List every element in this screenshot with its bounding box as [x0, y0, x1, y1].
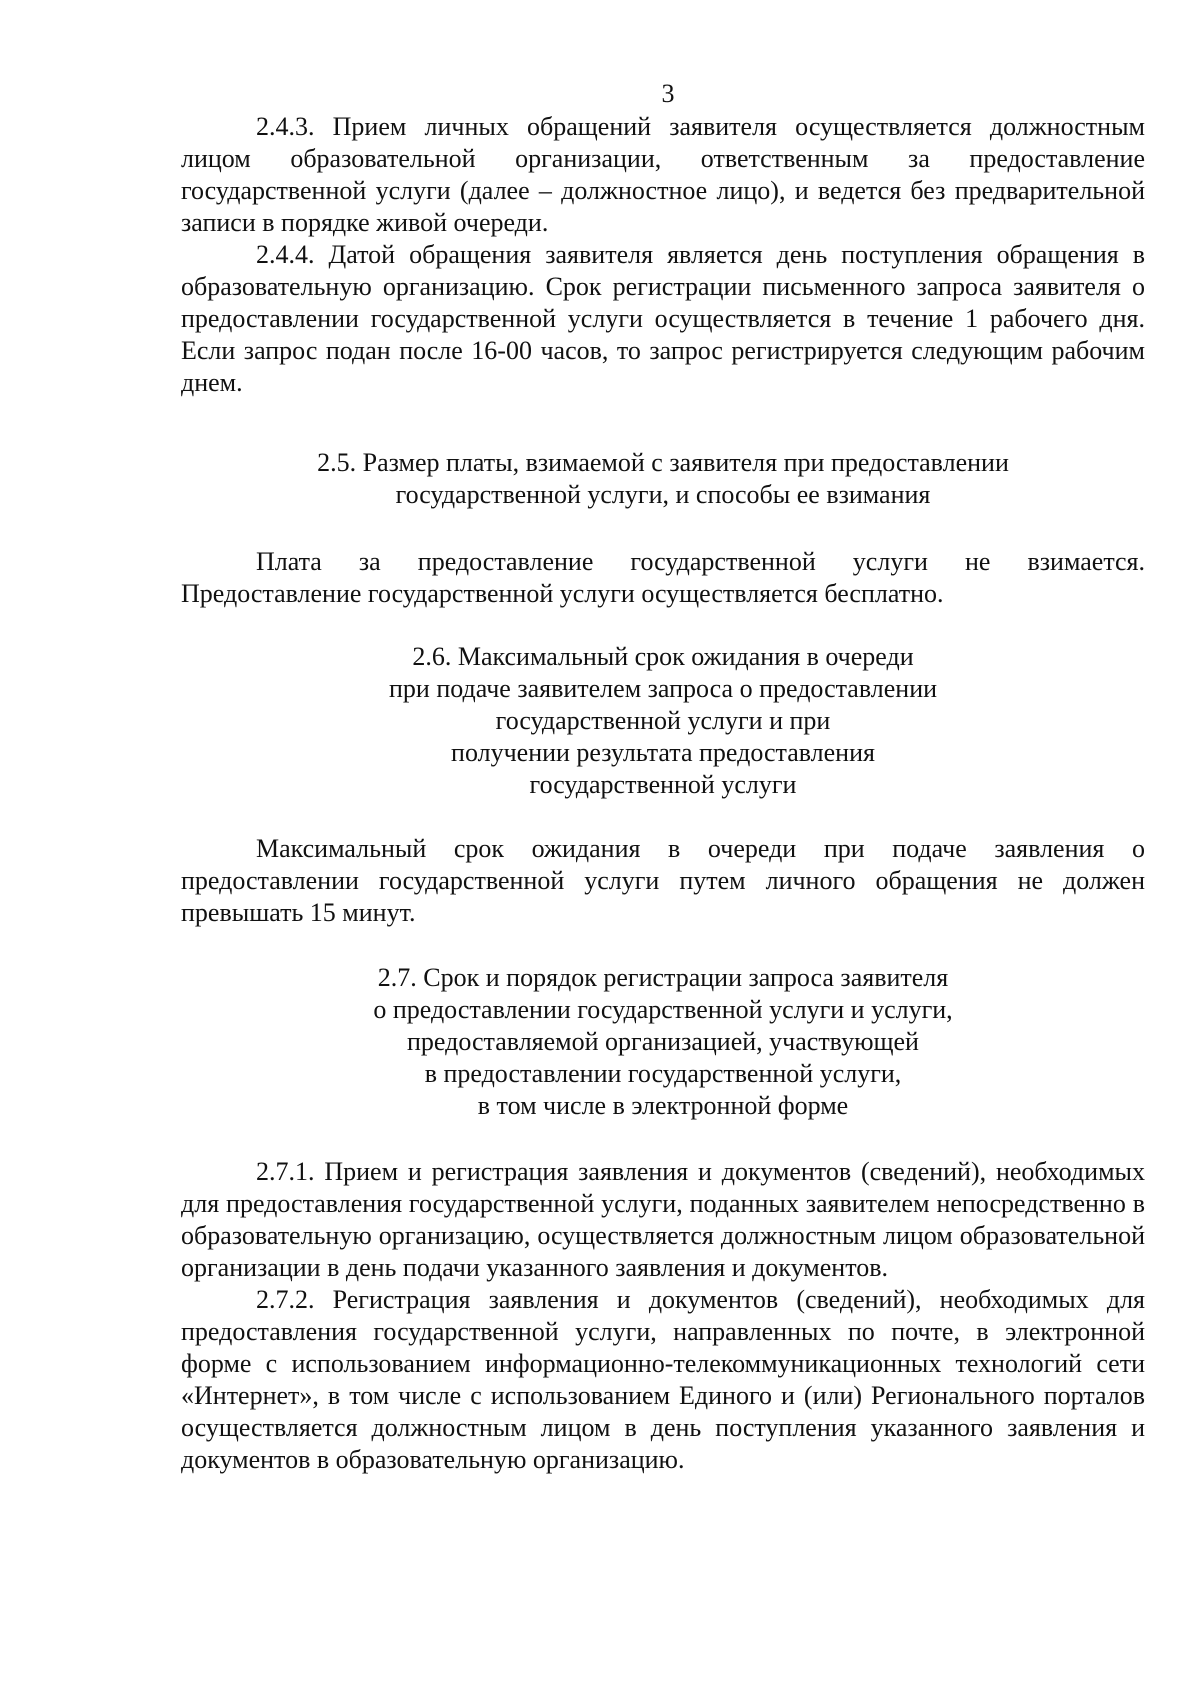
page-number: 3 — [661, 79, 675, 108]
paragraph-2-5: Плата за предоставление государственной услуги не взимается. Предоставление государственной услуги осуществляется бесплатно. — [181, 547, 1145, 608]
heading-line: при подаче заявителем запроса о предоставлении — [388, 674, 938, 703]
heading-line: предоставляемой организацией, участвующей — [407, 1027, 919, 1056]
heading-line: государственной услуги, и способы ее взимания — [395, 480, 931, 509]
paragraph-2-4-4: 2.4.4. Датой обращения заявителя является день поступления обращения в образовательную организацию. Срок регистрации письменного запроса заявителя о предоставлении государственной услуги осуществляется в течение 1 рабочего дня. Если запрос подан после 16-00 часов, то запрос регистрируется следующим рабочим днем. — [181, 240, 1145, 397]
section-2-6-text — [181, 833, 1145, 929]
heading-line: 2.7. Срок и порядок регистрации запроса заявителя — [377, 963, 949, 992]
heading-line: 2.5. Размер платы, взимаемой с заявителя при предоставлении — [317, 448, 1009, 477]
paragraphs-2-4 — [181, 111, 1145, 399]
heading-line: государственной услуги и при — [495, 706, 831, 735]
heading-2-5 — [181, 447, 1145, 511]
heading-line: в предоставлении государственной услуги, — [424, 1059, 902, 1088]
paragraph-2-6: Максимальный срок ожидания в очереди при подаче заявления о предоставлении государственной услуги путем личного обращения не должен превышать 15 минут. — [181, 834, 1145, 927]
paragraph-2-4-3: 2.4.3. Прием личных обращений заявителя осуществляется должностным лицом образовательной организации, ответственным за предоставление государственной услуги (далее – должностное лицо), и ведется без предварительной записи в порядке живой очереди. — [181, 112, 1145, 237]
paragraph-2-7-2: 2.7.2. Регистрация заявления и документов (сведений), необходимых для предоставления государственной услуги, направленных по почте, в электронной форме с использованием информационно-телекоммуникационных технологий сети «Интернет», в том числе с использованием Единого и (или) Регионального порталов осуществляется должностным лицом в день поступления указанного заявления и документов в образовательную организацию. — [181, 1285, 1145, 1474]
section-2-7-text — [181, 1156, 1145, 1476]
heading-2-7 — [181, 962, 1145, 1122]
heading-line: о предоставлении государственной услуги и услуги, — [373, 995, 953, 1024]
heading-line: государственной услуги — [529, 770, 797, 799]
heading-line: в том числе в электронной форме — [477, 1091, 849, 1120]
heading-line: 2.6. Максимальный срок ожидания в очереди — [412, 642, 914, 671]
heading-2-6 — [181, 641, 1145, 801]
heading-line: получении результата предоставления — [451, 738, 875, 767]
section-2-5-text — [181, 546, 1145, 610]
paragraph-2-7-1: 2.7.1. Прием и регистрация заявления и документов (сведений), необходимых для предоставления государственной услуги, поданных заявителем непосредственно в образовательную организацию, осуществляется должностным лицом образовательной организации в день подачи указанного заявления и документов. — [181, 1157, 1145, 1282]
